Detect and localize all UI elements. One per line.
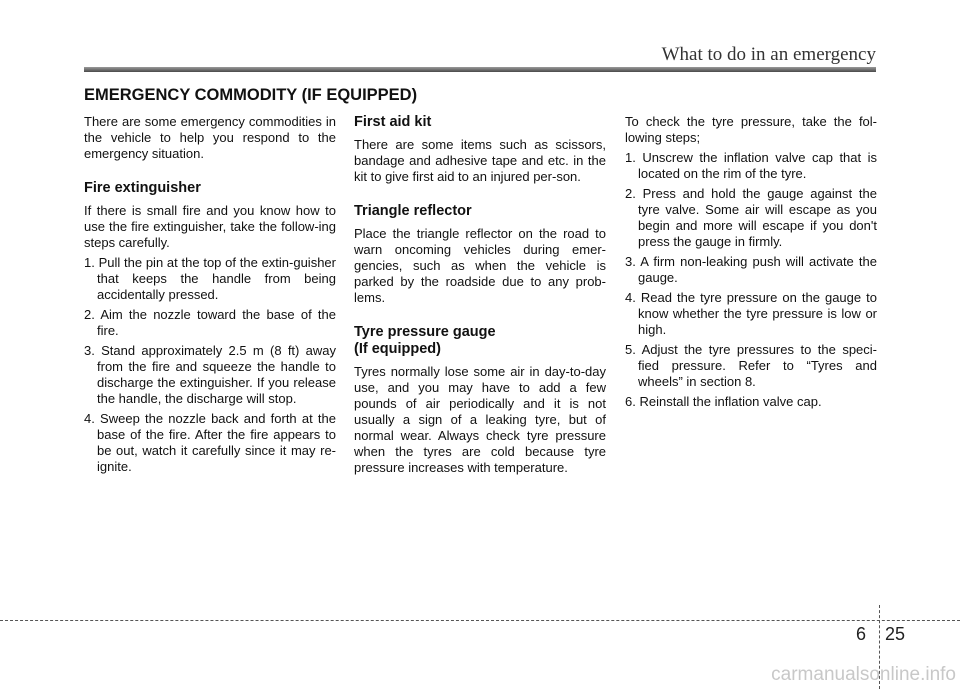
list-item: 1. Pull the pin at the top of the extin-guisher that keeps the handle from being accidentally pressed. <box>84 255 336 302</box>
intro-text: There are some emergency commodities in the vehicle to help you respond to the emergency situation. <box>84 114 336 161</box>
fire-extinguisher-lead: If there is small fire and you know how to use the fire extinguisher, take the follow-ing steps carefully. <box>84 203 336 250</box>
list-item: 4. Read the tyre pressure on the gauge to know whether the tyre pressure is low or high. <box>625 290 877 337</box>
list-item: 2. Press and hold the gauge against the tyre valve. Some air will escape as you begin and more will escape if you don't press the gauge in firmly. <box>625 186 877 249</box>
chapter-number: 6 <box>856 624 867 644</box>
first-aid-text: There are some items such as scissors, bandage and adhesive tape and etc. in the kit to give first aid to an injured per-son. <box>354 137 606 184</box>
column-2 <box>354 114 606 476</box>
tyre-check-steps <box>625 150 877 410</box>
first-aid-heading: First aid kit <box>354 114 432 130</box>
triangle-reflector-text: Place the triangle reflector on the road to warn oncoming vehicles during emer-gencies, such as when the vehicle is parked by the roadside due to any prob-lems. <box>354 226 606 305</box>
column-1 <box>84 114 336 475</box>
column-3 <box>625 114 877 410</box>
header-rule <box>84 67 876 72</box>
fire-extinguisher-heading: Fire extinguisher <box>84 180 201 196</box>
tyre-gauge-heading-line1: Tyre pressure gauge <box>354 324 496 340</box>
triangle-reflector-heading: Triangle reflector <box>354 203 472 219</box>
list-item: 4. Sweep the nozzle back and forth at the base of the fire. After the fire appears to be out, watch it carefully since it may re-ignite. <box>84 411 336 474</box>
tyre-gauge-heading <box>354 324 606 358</box>
tyre-check-lead: To check the tyre pressure, take the fol-lowing steps; <box>625 114 877 145</box>
page-number: 25 <box>885 624 906 644</box>
header-title: What to do in an emergency <box>661 44 876 65</box>
list-item: 3. A firm non-leaking push will activate the gauge. <box>625 254 877 285</box>
footer-divider <box>0 620 960 621</box>
section-title: EMERGENCY COMMODITY (IF EQUIPPED) <box>84 86 418 104</box>
tyre-gauge-heading-line2: (If equipped) <box>354 341 441 357</box>
list-item: 2. Aim the nozzle toward the base of the fire. <box>84 307 336 338</box>
list-item: 6. Reinstall the inflation valve cap. <box>625 394 822 409</box>
list-item: 1. Unscrew the inflation valve cap that is located on the rim of the tyre. <box>625 150 877 181</box>
watermark: carmanualsonline.info <box>771 664 956 685</box>
list-item: 3. Stand approximately 2.5 m (8 ft) away from the fire and squeeze the handle to discharge the extinguisher. If you release the handle, the discharge will stop. <box>84 343 336 406</box>
tyre-gauge-text: Tyres normally lose some air in day-to-day use, and you may have to add a few pounds of air periodically and it is not usually a sign of a leaking tyre, but of normal wear. Always check tyre pressure when the tyres are cold because tyre pressure increases with temperature. <box>354 364 606 475</box>
fire-extinguisher-steps <box>84 255 336 475</box>
list-item: 5. Adjust the tyre pressures to the speci-fied pressure. Refer to “Tyres and wheels” in section 8. <box>625 342 877 389</box>
